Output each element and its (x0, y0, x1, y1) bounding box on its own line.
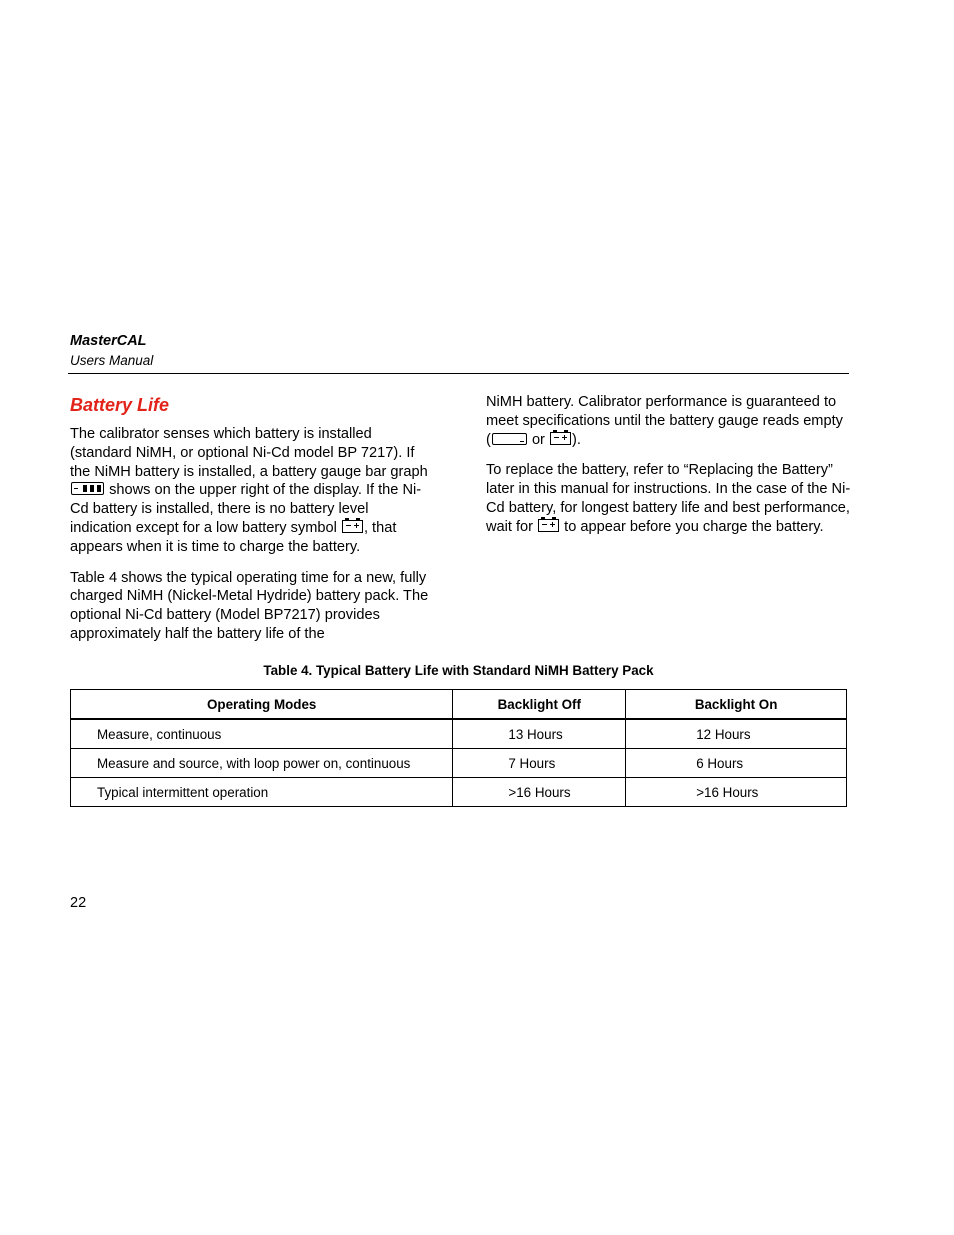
paragraph-text: To replace the battery, refer to “Replacing the Battery” later in this manual for instructions. In the case of the Ni-Cd battery, for longest battery life and best performance, wait for (486, 462, 851, 535)
document-title: MasterCAL (70, 333, 147, 349)
paragraph-battery-detection (70, 425, 430, 557)
section-heading: Battery Life (70, 395, 170, 415)
low-battery-icon (550, 432, 571, 445)
cell-backlight-on: 6 Hours (626, 749, 847, 778)
low-battery-icon (342, 520, 363, 533)
column-header-backlight-on: Backlight On (626, 690, 847, 720)
table-row (71, 778, 847, 807)
page-number: 22 (70, 895, 87, 911)
left-column (70, 425, 430, 656)
cell-backlight-on: 12 Hours (626, 719, 847, 749)
cell-backlight-off: 13 Hours (453, 719, 626, 749)
paragraph-text: ). (571, 431, 581, 448)
document-subtitle: Users Manual (70, 353, 154, 368)
column-header-backlight-off: Backlight Off (453, 690, 626, 720)
battery-life-table (70, 689, 847, 807)
empty-battery-gauge-icon (492, 433, 527, 445)
cell-backlight-off: >16 Hours (453, 778, 626, 807)
paragraph-text: , that appears when it is time to charge the battery. (70, 519, 397, 555)
paragraph-replacement (486, 461, 851, 536)
paragraph-text: or (531, 431, 545, 448)
paragraph-text: The calibrator senses which battery is installed (standard NiMH, or optional Ni-Cd model BP 7217). If the NiMH battery is installed, a battery gauge bar graph (70, 426, 428, 480)
battery-gauge-icon (71, 482, 104, 495)
cell-operating-mode: Measure, continuous (71, 719, 453, 749)
paragraph-text: shows on the upper right of the display. If the Ni-Cd battery is installed, there is no battery level indication except for a low battery symbol (70, 482, 422, 536)
cell-backlight-on: >16 Hours (626, 778, 847, 807)
paragraph-text: to appear before you charge the battery. (564, 518, 824, 535)
cell-operating-mode: Measure and source, with loop power on, continuous (71, 749, 453, 778)
column-header-operating-modes: Operating Modes (71, 690, 453, 720)
paragraph-performance (486, 393, 851, 449)
table-header-row (71, 690, 847, 720)
table-row (71, 719, 847, 749)
low-battery-icon (538, 519, 559, 532)
cell-backlight-off: 7 Hours (453, 749, 626, 778)
paragraph-operating-time: Table 4 shows the typical operating time for a new, fully charged NiMH (Nickel-Metal Hydride) battery pack. The optional Ni-Cd battery (Model BP7217) provides approximately half the battery life of the (70, 569, 429, 642)
paragraph-text: NiMH battery. Calibrator performance is guaranteed to meet specifications until the battery gauge reads empty ( (486, 394, 843, 448)
header-divider (68, 373, 849, 374)
cell-operating-mode: Typical intermittent operation (71, 778, 453, 807)
right-column (486, 393, 851, 549)
table-row (71, 749, 847, 778)
table-caption: Table 4. Typical Battery Life with Standard NiMH Battery Pack (263, 663, 654, 678)
